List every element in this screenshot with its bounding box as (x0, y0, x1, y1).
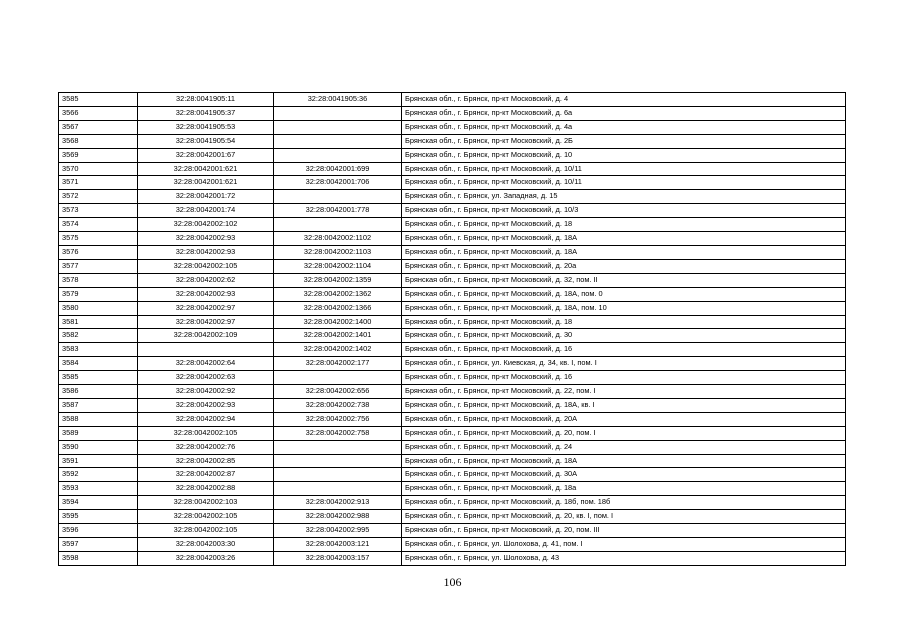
table-row (59, 245, 846, 259)
address-cell: Брянская обл., г. Брянск, пр-кт Московский, д. 2Б (402, 134, 846, 148)
table-row (59, 232, 846, 246)
table-row (59, 259, 846, 273)
row-number-cell: 3594 (59, 496, 138, 510)
cadastral-number-cell: 32:28:0042001:72 (138, 190, 274, 204)
address-cell: Брянская обл., г. Брянск, пр-кт Московский, д. 20А (402, 412, 846, 426)
premises-cadastral-number-cell: 32:28:0042002:656 (274, 385, 402, 399)
address-cell: Брянская обл., г. Брянск, пр-кт Московский, д. 18б, пом. 18б (402, 496, 846, 510)
address-cell: Брянская обл., г. Брянск, пр-кт Московский, д. 32, пом. II (402, 273, 846, 287)
premises-cadastral-number-cell: 32:28:0042002:913 (274, 496, 402, 510)
row-number-cell: 3590 (59, 440, 138, 454)
cadastral-number-cell: 32:28:0042002:94 (138, 412, 274, 426)
address-cell: Брянская обл., г. Брянск, ул. Западная, д. 15 (402, 190, 846, 204)
row-number-cell: 3583 (59, 343, 138, 357)
row-number-cell: 3573 (59, 204, 138, 218)
cadastral-number-cell: 32:28:0042002:93 (138, 232, 274, 246)
cadastral-number-cell: 32:28:0042002:62 (138, 273, 274, 287)
premises-cadastral-number-cell: 32:28:0042002:1366 (274, 301, 402, 315)
premises-cadastral-number-cell (274, 218, 402, 232)
cadastral-number-cell: 32:28:0042002:87 (138, 468, 274, 482)
table-row (59, 357, 846, 371)
table-row (59, 134, 846, 148)
table-row (59, 190, 846, 204)
cadastral-number-cell: 32:28:0042001:74 (138, 204, 274, 218)
address-cell: Брянская обл., г. Брянск, ул. Шолохова, д. 41, пом. I (402, 538, 846, 552)
row-number-cell: 3593 (59, 482, 138, 496)
row-number-cell: 3597 (59, 538, 138, 552)
table-row (59, 120, 846, 134)
table-row (59, 148, 846, 162)
address-cell: Брянская обл., г. Брянск, пр-кт Московский, д. 18 (402, 218, 846, 232)
row-number-cell: 3588 (59, 412, 138, 426)
cadastral-number-cell: 32:28:0042002:92 (138, 385, 274, 399)
premises-cadastral-number-cell (274, 482, 402, 496)
premises-cadastral-number-cell (274, 106, 402, 120)
cadastral-number-cell (138, 343, 274, 357)
address-cell: Брянская обл., г. Брянск, пр-кт Московский, д. 20, пом. III (402, 524, 846, 538)
premises-cadastral-number-cell (274, 454, 402, 468)
row-number-cell: 3578 (59, 273, 138, 287)
address-cell: Брянская обл., г. Брянск, пр-кт Московский, д. 18А (402, 454, 846, 468)
cadastral-number-cell: 32:28:0042003:26 (138, 551, 274, 565)
address-cell: Брянская обл., г. Брянск, ул. Киевская, д. 34, кв. I, пом. I (402, 357, 846, 371)
row-number-cell: 3585 (59, 93, 138, 107)
cadastral-number-cell: 32:28:0042002:97 (138, 315, 274, 329)
premises-cadastral-number-cell (274, 190, 402, 204)
address-cell: Брянская обл., г. Брянск, пр-кт Московский, д. 10/3 (402, 204, 846, 218)
table-row (59, 538, 846, 552)
address-cell: Брянская обл., г. Брянск, пр-кт Московский, д. 30А (402, 468, 846, 482)
address-cell: Брянская обл., г. Брянск, пр-кт Московский, д. 20, кв. I, пом. I (402, 510, 846, 524)
premises-cadastral-number-cell: 32:28:0042001:778 (274, 204, 402, 218)
row-number-cell: 3574 (59, 218, 138, 232)
address-cell: Брянская обл., г. Брянск, пр-кт Московский, д. 4а (402, 120, 846, 134)
cadastral-number-cell: 32:28:0041905:53 (138, 120, 274, 134)
premises-cadastral-number-cell: 32:28:0042002:1359 (274, 273, 402, 287)
cadastral-number-cell: 32:28:0041905:11 (138, 93, 274, 107)
cadastral-number-cell: 32:28:0042002:88 (138, 482, 274, 496)
premises-cadastral-number-cell: 32:28:0042001:706 (274, 176, 402, 190)
row-number-cell: 3576 (59, 245, 138, 259)
page-number: 106 (443, 575, 462, 589)
cadastral-number-cell: 32:28:0042002:109 (138, 329, 274, 343)
premises-cadastral-number-cell: 32:28:0042002:1103 (274, 245, 402, 259)
address-cell: Брянская обл., г. Брянск, пр-кт Московский, д. 24 (402, 440, 846, 454)
row-number-cell: 3577 (59, 259, 138, 273)
cadastral-number-cell: 32:28:0042002:102 (138, 218, 274, 232)
premises-cadastral-number-cell: 32:28:0042002:756 (274, 412, 402, 426)
table-row (59, 204, 846, 218)
cadastral-number-cell: 32:28:0042002:64 (138, 357, 274, 371)
address-cell: Брянская обл., г. Брянск, ул. Шолохова, д. 43 (402, 551, 846, 565)
premises-cadastral-number-cell: 32:28:0042002:1104 (274, 259, 402, 273)
address-cell: Брянская обл., г. Брянск, пр-кт Московский, д. 18А, пом. 10 (402, 301, 846, 315)
table-row (59, 106, 846, 120)
address-cell: Брянская обл., г. Брянск, пр-кт Московский, д. 10/11 (402, 176, 846, 190)
cadastral-number-cell: 32:28:0042002:105 (138, 426, 274, 440)
table-row (59, 524, 846, 538)
cadastral-number-cell: 32:28:0042002:76 (138, 440, 274, 454)
address-cell: Брянская обл., г. Брянск, пр-кт Московский, д. 18А, пом. 0 (402, 287, 846, 301)
cadastral-number-cell: 32:28:0042002:93 (138, 245, 274, 259)
registry-table (58, 92, 846, 566)
premises-cadastral-number-cell: 32:28:0042001:699 (274, 162, 402, 176)
table-row (59, 551, 846, 565)
table-row (59, 315, 846, 329)
premises-cadastral-number-cell: 32:28:0042002:988 (274, 510, 402, 524)
address-cell: Брянская обл., г. Брянск, пр-кт Московский, д. 30 (402, 329, 846, 343)
premises-cadastral-number-cell: 32:28:0042002:1401 (274, 329, 402, 343)
cadastral-number-cell: 32:28:0042002:93 (138, 398, 274, 412)
address-cell: Брянская обл., г. Брянск, пр-кт Московский, д. 6а (402, 106, 846, 120)
address-cell: Брянская обл., г. Брянск, пр-кт Московский, д. 10 (402, 148, 846, 162)
address-cell: Брянская обл., г. Брянск, пр-кт Московский, д. 18а (402, 482, 846, 496)
cadastral-number-cell: 32:28:0041905:37 (138, 106, 274, 120)
row-number-cell: 3596 (59, 524, 138, 538)
table-row (59, 162, 846, 176)
row-number-cell: 3566 (59, 106, 138, 120)
row-number-cell: 3589 (59, 426, 138, 440)
cadastral-number-cell: 32:28:0042002:85 (138, 454, 274, 468)
cadastral-number-cell: 32:28:0042001:67 (138, 148, 274, 162)
premises-cadastral-number-cell (274, 134, 402, 148)
cadastral-number-cell: 32:28:0042002:105 (138, 524, 274, 538)
premises-cadastral-number-cell: 32:28:0042003:121 (274, 538, 402, 552)
premises-cadastral-number-cell (274, 440, 402, 454)
row-number-cell: 3575 (59, 232, 138, 246)
address-cell: Брянская обл., г. Брянск, пр-кт Московский, д. 16 (402, 343, 846, 357)
table-row (59, 371, 846, 385)
premises-cadastral-number-cell (274, 148, 402, 162)
row-number-cell: 3592 (59, 468, 138, 482)
premises-cadastral-number-cell: 32:28:0042002:1362 (274, 287, 402, 301)
premises-cadastral-number-cell: 32:28:0042002:1102 (274, 232, 402, 246)
address-cell: Брянская обл., г. Брянск, пр-кт Московский, д. 18А, кв. I (402, 398, 846, 412)
row-number-cell: 3582 (59, 329, 138, 343)
cadastral-number-cell: 32:28:0042002:63 (138, 371, 274, 385)
table-row (59, 398, 846, 412)
premises-cadastral-number-cell: 32:28:0042003:157 (274, 551, 402, 565)
table-row (59, 482, 846, 496)
address-cell: Брянская обл., г. Брянск, пр-кт Московский, д. 16 (402, 371, 846, 385)
premises-cadastral-number-cell: 32:28:0041905:36 (274, 93, 402, 107)
premises-cadastral-number-cell (274, 468, 402, 482)
cadastral-number-cell: 32:28:0041905:54 (138, 134, 274, 148)
row-number-cell: 3580 (59, 301, 138, 315)
table-row (59, 496, 846, 510)
cadastral-number-cell: 32:28:0042002:105 (138, 259, 274, 273)
table-row (59, 385, 846, 399)
table-row (59, 329, 846, 343)
premises-cadastral-number-cell: 32:28:0042002:995 (274, 524, 402, 538)
table-row (59, 301, 846, 315)
row-number-cell: 3568 (59, 134, 138, 148)
row-number-cell: 3591 (59, 454, 138, 468)
row-number-cell: 3595 (59, 510, 138, 524)
cadastral-number-cell: 32:28:0042001:621 (138, 162, 274, 176)
table-row (59, 218, 846, 232)
address-cell: Брянская обл., г. Брянск, пр-кт Московский, д. 20а (402, 259, 846, 273)
registry-table-body (59, 93, 846, 566)
premises-cadastral-number-cell: 32:28:0042002:1400 (274, 315, 402, 329)
row-number-cell: 3587 (59, 398, 138, 412)
row-number-cell: 3586 (59, 385, 138, 399)
address-cell: Брянская обл., г. Брянск, пр-кт Московский, д. 10/11 (402, 162, 846, 176)
table-row (59, 468, 846, 482)
cadastral-number-cell: 32:28:0042003:30 (138, 538, 274, 552)
premises-cadastral-number-cell: 32:28:0042002:177 (274, 357, 402, 371)
address-cell: Брянская обл., г. Брянск, пр-кт Московский, д. 18А (402, 232, 846, 246)
premises-cadastral-number-cell (274, 120, 402, 134)
table-row (59, 510, 846, 524)
premises-cadastral-number-cell: 32:28:0042002:758 (274, 426, 402, 440)
row-number-cell: 3585 (59, 371, 138, 385)
premises-cadastral-number-cell: 32:28:0042002:1402 (274, 343, 402, 357)
table-row (59, 343, 846, 357)
address-cell: Брянская обл., г. Брянск, пр-кт Московский, д. 20, пом. I (402, 426, 846, 440)
row-number-cell: 3584 (59, 357, 138, 371)
row-number-cell: 3579 (59, 287, 138, 301)
table-row (59, 176, 846, 190)
row-number-cell: 3581 (59, 315, 138, 329)
cadastral-number-cell: 32:28:0042001:621 (138, 176, 274, 190)
row-number-cell: 3567 (59, 120, 138, 134)
table-row (59, 273, 846, 287)
cadastral-number-cell: 32:28:0042002:105 (138, 510, 274, 524)
cadastral-number-cell: 32:28:0042002:103 (138, 496, 274, 510)
table-row (59, 93, 846, 107)
address-cell: Брянская обл., г. Брянск, пр-кт Московский, д. 18 (402, 315, 846, 329)
table-row (59, 426, 846, 440)
cadastral-number-cell: 32:28:0042002:97 (138, 301, 274, 315)
table-row (59, 440, 846, 454)
table-row (59, 287, 846, 301)
premises-cadastral-number-cell (274, 371, 402, 385)
address-cell: Брянская обл., г. Брянск, пр-кт Московский, д. 4 (402, 93, 846, 107)
address-cell: Брянская обл., г. Брянск, пр-кт Московский, д. 18А (402, 245, 846, 259)
table-row (59, 454, 846, 468)
row-number-cell: 3572 (59, 190, 138, 204)
premises-cadastral-number-cell: 32:28:0042002:738 (274, 398, 402, 412)
address-cell: Брянская обл., г. Брянск, пр-кт Московский, д. 22, пом. I (402, 385, 846, 399)
row-number-cell: 3570 (59, 162, 138, 176)
table-row (59, 412, 846, 426)
row-number-cell: 3569 (59, 148, 138, 162)
row-number-cell: 3598 (59, 551, 138, 565)
cadastral-number-cell: 32:28:0042002:93 (138, 287, 274, 301)
row-number-cell: 3571 (59, 176, 138, 190)
